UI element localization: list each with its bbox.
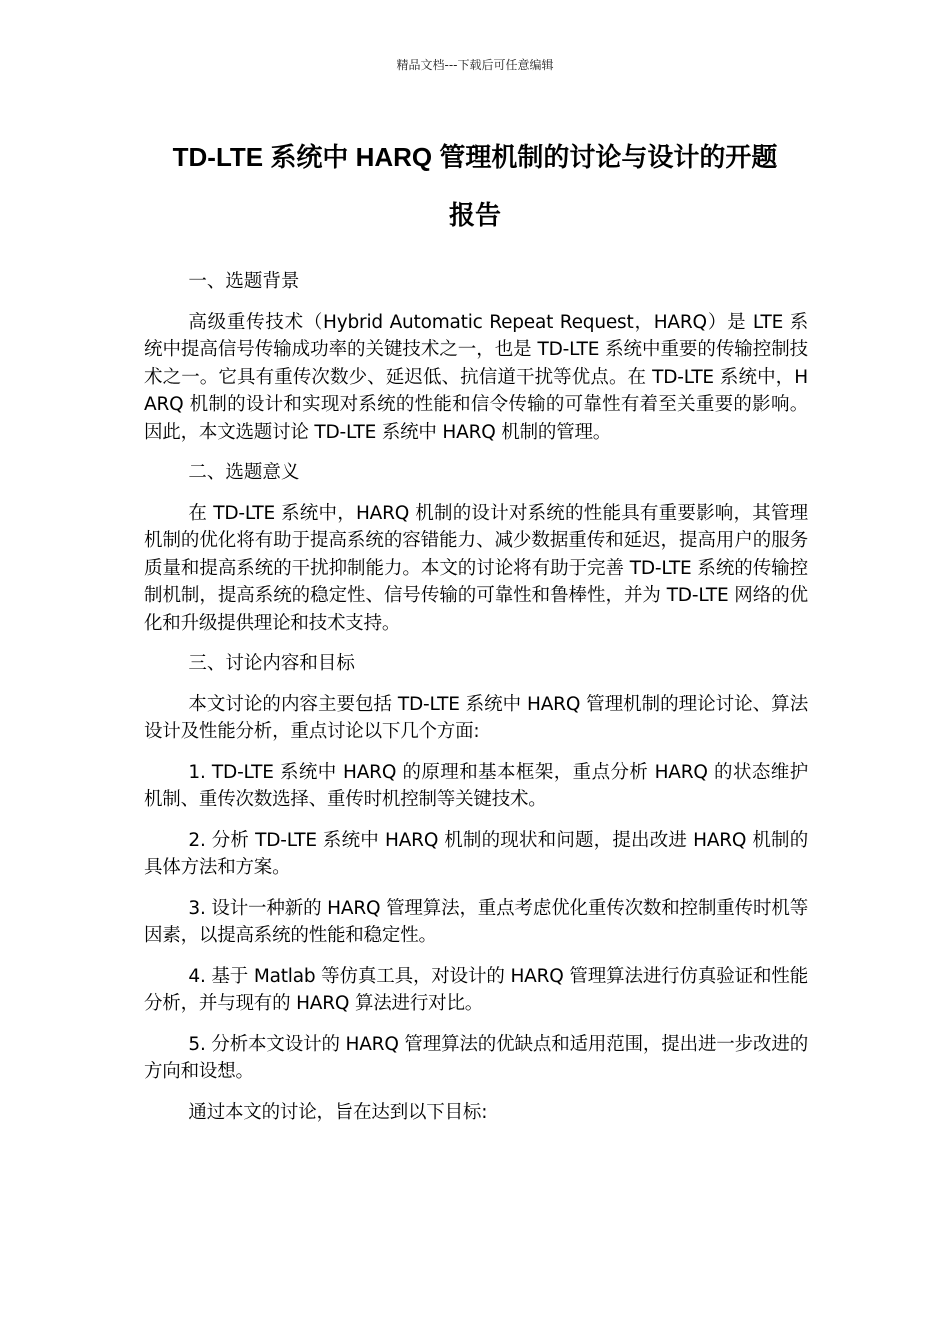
list-item: 4. 基于 Matlab 等仿真工具，对设计的 HARQ 管理算法进行仿真验证和性能分析，并与现有的 HARQ 算法进行对比。 <box>144 965 808 1014</box>
paragraph-content-intro: 本文讨论的内容主要包括 TD-LTE 系统中 HARQ 管理机制的理论讨论、算法设计及性能分析，重点讨论以下几个方面: <box>144 693 808 742</box>
document-body <box>144 268 808 1139</box>
document-title <box>128 128 822 244</box>
list-item: 2. 分析 TD-LTE 系统中 HARQ 机制的现状和问题，提出改进 HARQ 机制的具体方法和方案。 <box>144 829 808 878</box>
section-heading-content: 三、讨论内容和目标 <box>188 653 355 674</box>
section-heading-background: 一、选题背景 <box>188 271 300 292</box>
paragraph-goal-intro: 通过本文的讨论，旨在达到以下目标: <box>188 1101 488 1123</box>
paragraph-significance: 在 TD-LTE 系统中，HARQ 机制的设计对系统的性能具有重要影响，其管理机制的优化将有助于提高系统的容错能力、减少数据重传和延迟，提高用户的服务质量和提高系统的干扰抑制能力。本文的讨论将有助于完善 TD-LTE 系统的传输控制机制，提高系统的稳定性、信号传输的可靠性和鲁棒性，并为 TD-LTE 网络的优化和升级提供理论和技术支持。 <box>144 502 808 634</box>
document-title-line-1: TD-LTE 系统中 HARQ 管理机制的讨论与设计的开题 <box>172 142 778 172</box>
header-note: 精品文档---下载后可任意编辑 <box>396 58 554 72</box>
list-item: 5. 分析本文设计的 HARQ 管理算法的优缺点和适用范围，提出进一步改进的方向和设想。 <box>144 1033 808 1082</box>
document-title-line-2: 报告 <box>448 200 501 230</box>
section-heading-significance: 二、选题意义 <box>188 462 300 483</box>
list-item: 1. TD-LTE 系统中 HARQ 的原理和基本框架，重点分析 HARQ 的状态维护机制、重传次数选择、重传时机控制等关键技术。 <box>144 761 808 810</box>
paragraph-background: 高级重传技术（Hybrid Automatic Repeat Request，HARQ）是 LTE 系统中提高信号传输成功率的关键技术之一，也是 TD-LTE 系统中重要的传输控制技术之一。它具有重传次数少、延迟低、抗信道干扰等优点。在 TD-LTE 系统中，HARQ 机制的设计和实现对系统的性能和信令传输的可靠性有着至关重要的影响。因此，本文选题讨论 TD-LTE 系统中 HARQ 机制的管理。 <box>144 311 808 443</box>
list-item: 3. 设计一种新的 HARQ 管理算法，重点考虑优化重传次数和控制重传时机等因素，以提高系统的性能和稳定性。 <box>144 897 808 946</box>
